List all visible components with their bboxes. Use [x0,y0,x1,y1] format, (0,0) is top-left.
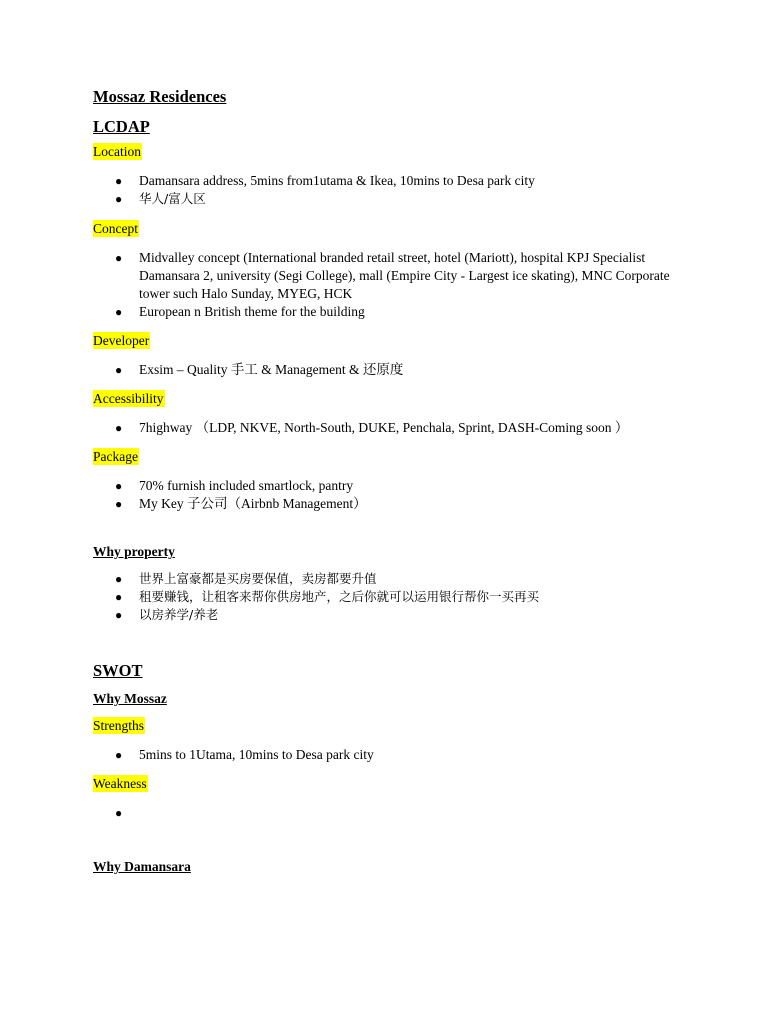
bullet-icon: ● [115,572,123,586]
bullet-icon: ● [115,363,123,377]
package-list [93,477,673,513]
bullet-icon: ● [115,421,123,435]
concept-list [93,249,673,321]
bullet-icon: ● [115,590,123,604]
bullet-icon: ● [115,479,123,493]
strengths-section [93,717,673,764]
bullet-icon: ● [115,497,123,511]
accessibility-label: Accessibility [93,391,164,406]
document-page [93,86,673,876]
list-item: ● Exsim – Quality 手工 & Management & 还原度 [115,362,404,377]
developer-section [93,332,673,379]
location-label: Location [93,144,141,159]
list-item [93,804,673,822]
strengths-list [93,746,673,764]
weakness-list [93,804,673,822]
swot-section [93,660,673,876]
concept-label: Concept [93,221,138,236]
list-item: ● My Key 子公司（Airbnb Management） [115,496,367,511]
accessibility-list [93,419,673,437]
bullet-icon: ● [115,305,123,319]
bullet-icon: ● [115,748,123,762]
list-item: ● 以房养学/养老 [115,607,219,622]
why-property-list [93,570,673,624]
developer-list [93,361,673,379]
concept-section [93,220,673,321]
why-mossaz-heading: Why Mossaz [93,691,167,706]
bullet-icon: ● [115,608,123,622]
weakness-label: Weakness [93,776,147,791]
bullet-icon: ● [115,251,123,265]
location-section [93,143,673,208]
document-title: Mossaz Residences [93,87,227,106]
list-item: ● 5mins to 1Utama, 10mins to Desa park city [115,747,374,762]
bullet-icon: ● [115,174,123,188]
list-item: ● 7highway （LDP, NKVE, North-South, DUKE, Penchala, Sprint, DASH-Coming soon ） [115,420,629,435]
package-label: Package [93,449,138,464]
list-item: ● 华人/富人区 [115,191,206,206]
list-item: ● 世界上富豪都是买房要保值，卖房都要升值 [115,571,377,586]
lcdap-heading: LCDAP [93,117,150,136]
why-property-heading: Why property [93,544,175,559]
list-item: ● 70% furnish included smartlock, pantry [115,478,354,493]
developer-label: Developer [93,333,150,348]
bullet-icon: ● [115,192,123,206]
swot-heading: SWOT [93,661,143,680]
weakness-section [93,775,673,822]
location-list [93,172,673,208]
why-property-section [93,543,673,624]
package-section [93,448,673,513]
list-item: ● 租要赚钱，让租客来帮你供房地产，之后你就可以运用银行帮你一买再买 [115,589,540,604]
bullet-icon: ● [115,806,123,820]
list-item: ● European n British theme for the building [115,304,365,319]
strengths-label: Strengths [93,718,145,733]
accessibility-section [93,390,673,437]
why-damansara-heading: Why Damansara [93,859,191,874]
list-item: ● Midvalley concept (International branded retail street, hotel (Mariott), hospital KPJ Specialist Damansara 2, university (Segi College), mall (Empire City - Largest ice skating), MNC Corporate tower such Halo Sunday, MYEG, HCK [115,250,670,301]
list-item: ● Damansara address, 5mins from1utama & Ikea, 10mins to Desa park city [115,173,535,188]
